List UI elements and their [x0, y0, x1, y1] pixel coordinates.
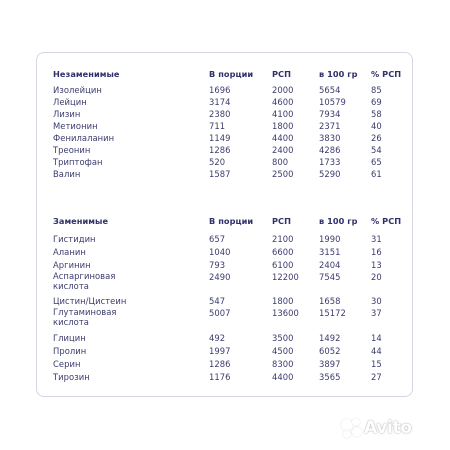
- per-100g-value: 3830: [319, 133, 341, 143]
- rsp-percent-value: 85: [371, 85, 382, 95]
- avito-watermark: [341, 418, 412, 438]
- rsp-percent-value: 37: [371, 308, 382, 318]
- amino-name: Валин: [53, 169, 81, 179]
- amino-name: Изолейцин: [53, 85, 102, 95]
- rsp-value: 13600: [272, 308, 299, 318]
- per-serving-value: 1286: [209, 359, 231, 369]
- header-per-100g: в 100 гр: [319, 216, 358, 226]
- table-row: [53, 85, 413, 96]
- rsp-percent-value: 40: [371, 121, 382, 131]
- header-rsp-percent: % РСП: [371, 69, 402, 79]
- rsp-value: 4400: [272, 372, 294, 382]
- per-serving-value: 1587: [209, 169, 231, 179]
- rsp-percent-value: 31: [371, 234, 382, 244]
- table-header: [53, 69, 413, 80]
- amino-name: Аргинин: [53, 260, 91, 270]
- per-serving-value: 1040: [209, 247, 231, 257]
- per-100g-value: 3897: [319, 359, 341, 369]
- per-100g-value: 2404: [319, 260, 341, 270]
- table-row: [53, 121, 413, 132]
- rsp-value: 6100: [272, 260, 294, 270]
- per-serving-value: 1997: [209, 346, 231, 356]
- header-category: Незаменимые: [53, 69, 120, 79]
- amino-name: Цистин/Цистеин: [53, 296, 127, 306]
- amino-name: Пролин: [53, 346, 87, 356]
- per-serving-value: 1696: [209, 85, 231, 95]
- rsp-percent-value: 44: [371, 346, 382, 356]
- per-100g-value: 5290: [319, 169, 341, 179]
- rsp-value: 4400: [272, 133, 294, 143]
- rsp-percent-value: 30: [371, 296, 382, 306]
- rsp-value: 2000: [272, 85, 294, 95]
- table-row: [53, 260, 413, 271]
- rsp-percent-value: 65: [371, 157, 382, 167]
- table-row: [53, 157, 413, 168]
- avito-logo-icon: [341, 418, 361, 438]
- per-100g-value: 15172: [319, 308, 346, 318]
- rsp-value: 6600: [272, 247, 294, 257]
- table-row: [53, 296, 413, 307]
- per-100g-value: 1733: [319, 157, 341, 167]
- per-serving-value: 1176: [209, 372, 231, 382]
- amino-name: Метионин: [53, 121, 98, 131]
- rsp-percent-value: 54: [371, 145, 382, 155]
- rsp-value: 12200: [272, 272, 299, 282]
- per-serving-value: 711: [209, 121, 226, 131]
- per-serving-value: 1149: [209, 133, 231, 143]
- amino-name: Аланин: [53, 247, 86, 257]
- amino-name: Фенилаланин: [53, 133, 115, 143]
- per-serving-value: 520: [209, 157, 226, 167]
- amino-name: Триптофан: [53, 157, 103, 167]
- per-serving-value: 2490: [209, 272, 231, 282]
- table-row: [53, 234, 413, 245]
- rsp-percent-value: 13: [371, 260, 382, 270]
- rsp-percent-value: 27: [371, 372, 382, 382]
- rsp-value: 1800: [272, 296, 294, 306]
- rsp-value: 1800: [272, 121, 294, 131]
- table-row: [53, 247, 413, 258]
- watermark-text: Avito: [364, 418, 412, 438]
- per-100g-value: 4286: [319, 145, 341, 155]
- rsp-value: 2100: [272, 234, 294, 244]
- rsp-percent-value: 61: [371, 169, 382, 179]
- per-serving-value: 2380: [209, 109, 231, 119]
- rsp-percent-value: 15: [371, 359, 382, 369]
- rsp-value: 800: [272, 157, 289, 167]
- rsp-percent-value: 14: [371, 333, 382, 343]
- rsp-value: 2400: [272, 145, 294, 155]
- amino-name: Аспаргиновая кислота: [53, 271, 116, 291]
- per-100g-value: 1990: [319, 234, 341, 244]
- table-row: [53, 308, 413, 328]
- rsp-percent-value: 26: [371, 133, 382, 143]
- per-100g-value: 10579: [319, 97, 346, 107]
- per-100g-value: 7934: [319, 109, 341, 119]
- per-100g-value: 2371: [319, 121, 341, 131]
- header-per-100g: в 100 гр: [319, 69, 358, 79]
- amino-name: Глутаминовая кислота: [53, 307, 117, 327]
- table-row: [53, 145, 413, 156]
- table-row: [53, 133, 413, 144]
- per-100g-value: 1492: [319, 333, 341, 343]
- table-row: [53, 372, 413, 383]
- table-row: [53, 109, 413, 120]
- table-row: [53, 272, 413, 292]
- table-header: [53, 216, 413, 227]
- per-serving-value: 3174: [209, 97, 231, 107]
- amino-name: Лейцин: [53, 97, 87, 107]
- per-100g-value: 1658: [319, 296, 341, 306]
- header-per-serving: В порции: [209, 216, 254, 226]
- rsp-percent-value: 58: [371, 109, 382, 119]
- per-serving-value: 1286: [209, 145, 231, 155]
- table-row: [53, 97, 413, 108]
- rsp-value: 3500: [272, 333, 294, 343]
- header-per-serving: В порции: [209, 69, 254, 79]
- header-category: Заменимые: [53, 216, 109, 226]
- amino-name: Треонин: [53, 145, 91, 155]
- per-serving-value: 793: [209, 260, 226, 270]
- amino-name: Тирозин: [53, 372, 90, 382]
- rsp-value: 4100: [272, 109, 294, 119]
- per-100g-value: 6052: [319, 346, 341, 356]
- per-100g-value: 3151: [319, 247, 341, 257]
- amino-name: Глицин: [53, 333, 86, 343]
- rsp-value: 2500: [272, 169, 294, 179]
- header-rsp: РСП: [272, 216, 292, 226]
- rsp-value: 4500: [272, 346, 294, 356]
- table-row: [53, 346, 413, 357]
- per-serving-value: 492: [209, 333, 226, 343]
- rsp-percent-value: 69: [371, 97, 382, 107]
- per-100g-value: 7545: [319, 272, 341, 282]
- rsp-percent-value: 16: [371, 247, 382, 257]
- header-rsp: РСП: [272, 69, 292, 79]
- per-serving-value: 5007: [209, 308, 231, 318]
- rsp-value: 4600: [272, 97, 294, 107]
- rsp-percent-value: 20: [371, 272, 382, 282]
- per-100g-value: 5654: [319, 85, 341, 95]
- header-rsp-percent: % РСП: [371, 216, 402, 226]
- rsp-value: 8300: [272, 359, 294, 369]
- table-row: [53, 333, 413, 344]
- per-serving-value: 657: [209, 234, 226, 244]
- per-serving-value: 547: [209, 296, 226, 306]
- amino-name: Гистидин: [53, 234, 96, 244]
- table-row: [53, 359, 413, 370]
- amino-name: Лизин: [53, 109, 81, 119]
- amino-name: Серин: [53, 359, 81, 369]
- table-row: [53, 169, 413, 180]
- per-100g-value: 3565: [319, 372, 341, 382]
